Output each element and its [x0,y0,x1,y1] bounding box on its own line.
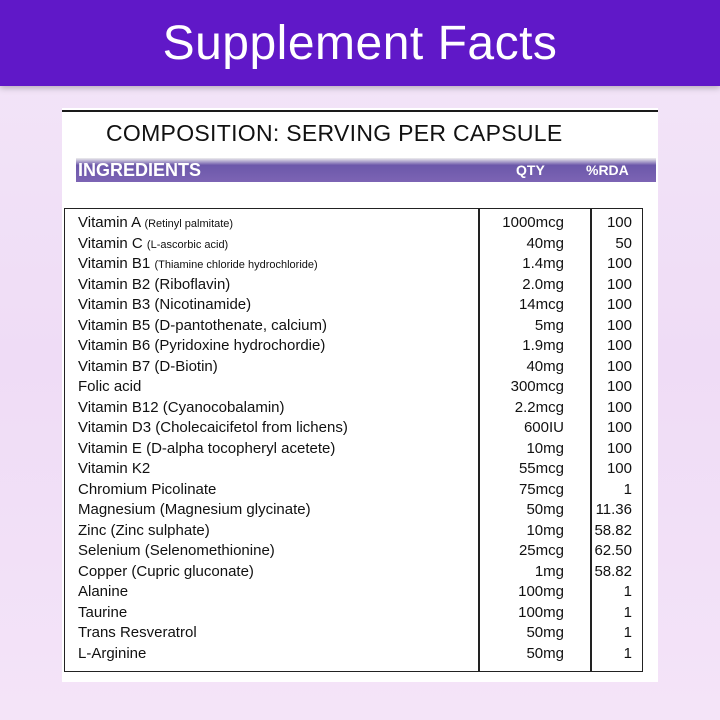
ingredient-note: (Retinyl palmitate) [144,218,234,230]
ingredient-rda: 58.82 [594,521,632,539]
ingredient-name [78,562,254,582]
ingredient-label: Zinc (Zinc sulphate) [78,521,210,539]
table-row [65,295,644,316]
ingredient-name [78,398,285,418]
ingredient-note: (L-ascorbic acid) [146,238,229,251]
table-row [65,234,644,255]
ingredient-rda: 100 [606,419,632,436]
ingredient-name [78,295,251,315]
table-row [65,398,644,419]
ingredient-label: Folic acid [78,378,142,395]
ingredient-label: Chromium Picolinate [78,480,217,498]
ingredient-name [78,623,197,643]
ingredient-qty: 300mcg [510,378,564,395]
ingredient-rda: 100 [606,439,632,457]
ingredient-label: Vitamin B1 [78,255,151,272]
table-row [65,213,644,234]
table-row [65,459,644,480]
ingredient-label: Vitamin K2 [78,460,151,477]
ingredient-qty: 1mg [534,562,564,580]
ingredient-rda: 1 [623,603,632,621]
ingredients-header-bar [76,158,656,182]
table-row [65,357,644,378]
ingredient-label: Vitamin C [78,234,143,252]
ingredient-rda: 58.82 [594,562,632,580]
ingredient-name [78,603,127,623]
ingredient-qty: 2.2mcg [514,398,564,416]
ingredient-name [78,500,311,520]
table-row [65,623,644,644]
ingredient-rda: 50 [615,234,632,252]
table-row [65,418,644,439]
ingredient-name [78,521,210,541]
table-row [65,562,644,583]
ingredients-table [64,208,643,672]
table-row [65,603,644,624]
ingredient-qty: 1.9mg [522,337,564,354]
ingredient-rda: 62.50 [594,542,632,559]
ingredient-name [78,336,325,356]
ingredient-name [78,254,318,275]
ingredient-label: Vitamin B5 (D-pantothenate, calcium) [78,316,328,334]
top-divider [62,110,658,112]
table-row [65,377,644,398]
composition-title: COMPOSITION: SERVING PER CAPSULE [106,120,563,146]
ingredient-name [78,213,233,234]
ingredient-name [78,541,275,561]
ingredient-qty: 25mcg [518,542,564,559]
ingredient-label: Vitamin E (D-alpha tocopheryl acetete) [78,439,336,457]
table-row [65,521,644,542]
ingredients-column-header: INGREDIENTS [78,160,202,180]
ingredient-qty: 2.0mg [522,275,564,293]
ingredient-qty: 50mg [526,644,564,662]
ingredient-label: Vitamin A [78,214,141,231]
ingredient-rda: 100 [606,275,632,293]
ingredient-qty: 40mg [526,234,564,252]
ingredient-label: Vitamin B12 (Cyanocobalamin) [78,398,285,416]
ingredient-rda: 1 [623,624,632,641]
ingredient-rda: 100 [606,398,632,416]
ingredient-label: Copper (Cupric gluconate) [78,562,254,580]
ingredient-name [78,644,146,664]
table-row [65,480,644,501]
ingredient-label: Selenium (Selenomethionine) [78,542,275,559]
ingredient-name [78,316,327,336]
ingredient-name [78,418,348,438]
header-banner [0,0,720,86]
ingredient-label: Vitamin B6 (Pyridoxine hydrochordie) [78,337,326,354]
ingredient-rda: 1 [623,480,632,498]
ingredient-rda: 100 [606,316,632,334]
table-row [65,336,644,357]
ingredient-label: Magnesium (Magnesium glycinate) [78,501,311,518]
ingredient-rda: 11.36 [595,501,632,518]
ingredient-qty: 100mg [518,583,564,600]
ingredient-note: (Thiamine chloride hydrochloride) [154,259,318,271]
table-row [65,439,644,460]
ingredient-label: Vitamin B3 (Nicotinamide) [78,296,252,313]
qty-column-header: QTY [516,162,545,178]
ingredient-name [78,582,128,602]
table-row [65,500,644,521]
table-row [65,316,644,337]
ingredient-label: L-Arginine [78,644,147,662]
ingredient-name [78,357,218,377]
ingredient-rda: 100 [606,337,632,354]
table-row [65,644,644,665]
facts-panel [62,108,658,682]
table-row [65,254,644,275]
ingredient-qty: 1.4mg [522,255,564,272]
ingredient-qty: 14mcg [518,296,564,313]
ingredient-qty: 600IU [523,419,564,436]
ingredient-rda: 100 [606,296,632,313]
ingredient-rda: 100 [606,378,632,395]
ingredient-qty: 100mg [518,603,564,621]
ingredient-qty: 5mg [534,316,564,334]
ingredient-name [78,439,335,459]
ingredient-label: Taurine [78,603,128,621]
ingredient-qty: 50mg [526,624,564,641]
ingredient-qty: 10mg [526,521,564,539]
ingredient-rda: 1 [623,644,632,662]
ingredient-qty: 55mcg [518,460,564,477]
ingredient-rda: 100 [606,214,632,231]
ingredient-qty: 75mcg [518,480,564,498]
ingredient-qty: 10mg [526,439,564,457]
ingredient-name [78,377,141,397]
page-title: Supplement Facts [162,16,558,70]
table-row [65,275,644,296]
ingredient-qty: 40mg [526,357,564,375]
rda-column-header: %RDA [586,162,629,178]
table-row [65,541,644,562]
ingredient-name [78,234,228,255]
ingredient-qty: 50mg [526,501,564,518]
ingredient-name [78,459,150,479]
ingredient-rda: 100 [606,255,632,272]
ingredient-rda: 100 [606,357,632,375]
ingredient-label: Alanine [78,583,129,600]
ingredient-label: Vitamin B2 (Riboflavin) [78,275,231,293]
ingredient-rda: 100 [606,460,632,477]
ingredient-name [78,480,216,500]
table-row [65,582,644,603]
ingredient-qty: 1000mcg [502,214,564,231]
ingredient-label: Vitamin D3 (Cholecaicifetol from lichens) [78,419,348,436]
ingredient-rda: 1 [623,583,632,600]
ingredient-label: Trans Resveratrol [78,624,197,641]
ingredient-name [78,275,230,295]
ingredient-label: Vitamin B7 (D-Biotin) [78,357,218,375]
